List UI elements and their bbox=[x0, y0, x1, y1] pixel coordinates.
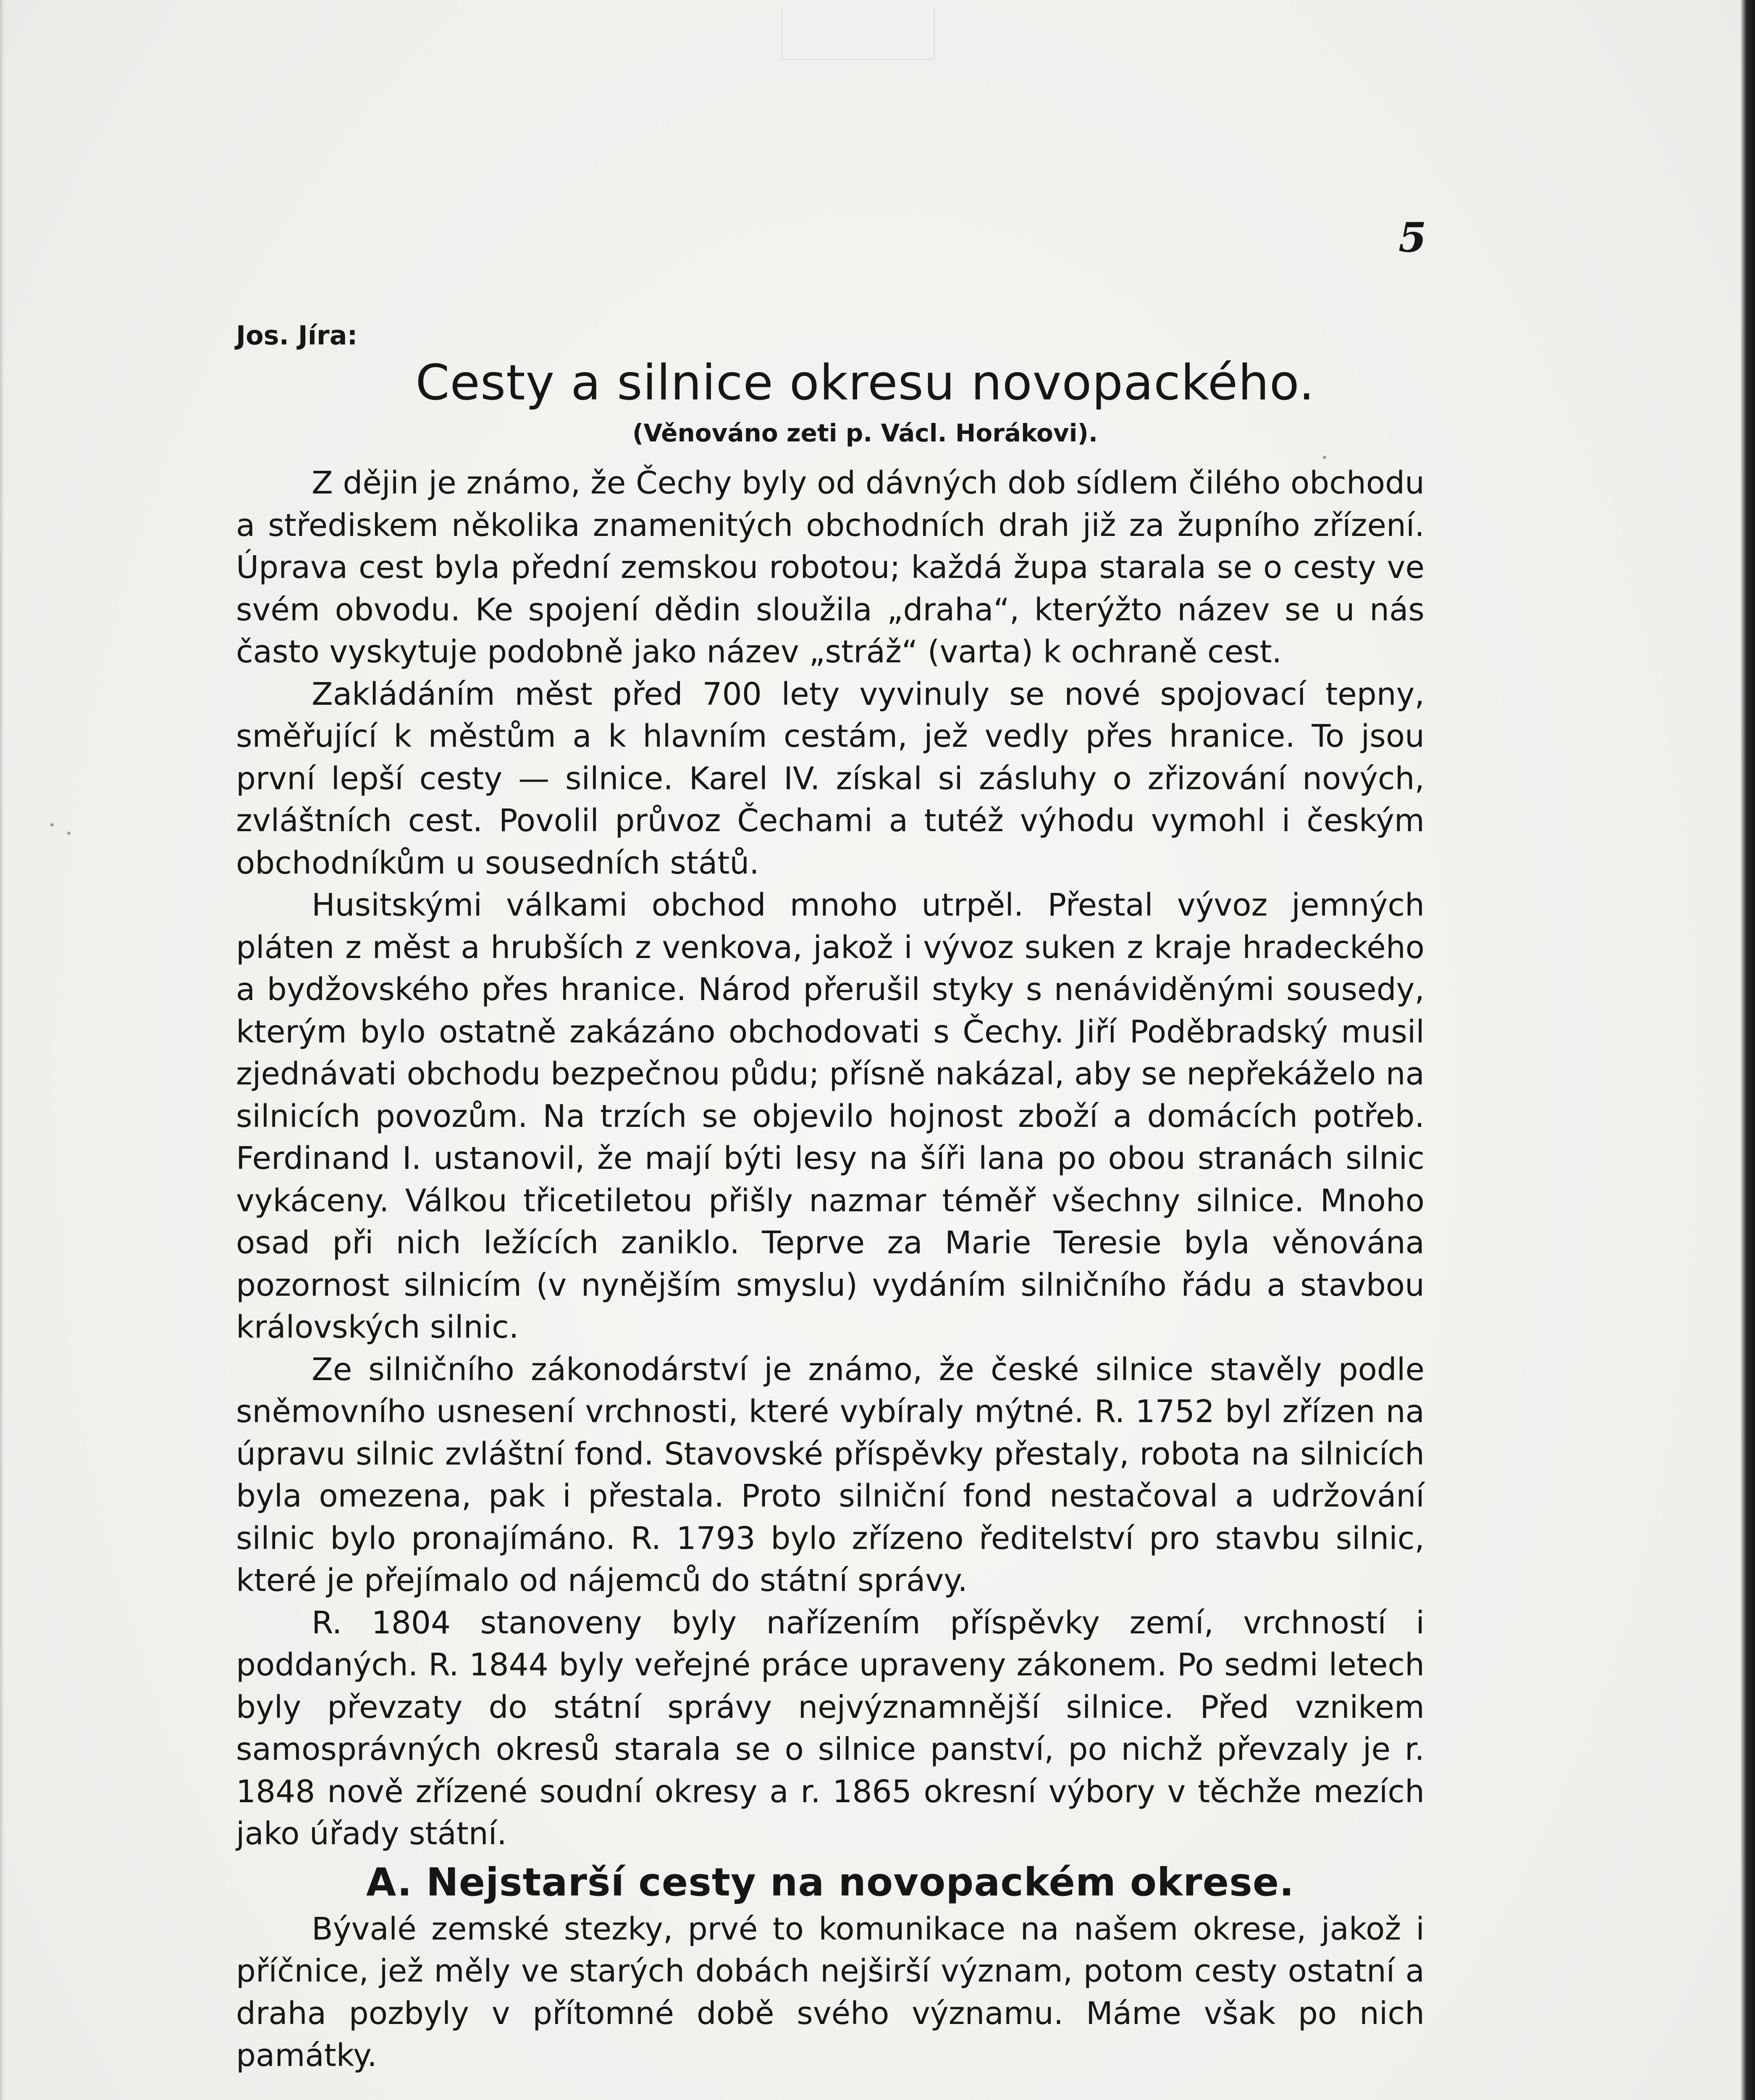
paragraph: Ze silničního zákonodárství je známo, že české silnice stavěly podle sněmovního usnesení vrchnosti, které vybíraly mýtné. R. 1752 byl zřízen na úpravu silnic zvláštní fond. Stavovské příspěvky přestaly, robota na silnicích byla omezena, pak i přestala. Proto silniční fond nestačoval a udržování silnic bylo pronajímáno. R. 1793 bylo zřízeno ředitelství pro stavbu silnic, které je přejímalo od nájemců do státní správy. bbox=[236, 1351, 1424, 1599]
paper-mark bbox=[781, 8, 935, 60]
section-heading: A. Nejstarší cesty na novopackém okrese. bbox=[366, 1859, 1295, 1905]
scan-right-border bbox=[1741, 0, 1755, 2100]
page-left-edge bbox=[0, 0, 4, 2100]
paper-speck bbox=[1323, 456, 1326, 459]
dedication: (Věnováno zeti p. Václ. Horákovi). bbox=[632, 419, 1098, 447]
article-body bbox=[236, 462, 1424, 2077]
paper-speck bbox=[50, 823, 54, 827]
paper-speck bbox=[67, 832, 71, 835]
paragraph: Z dějin je známo, že Čechy byly od dávných dob sídlem čilého obchodu a střediskem několika znamenitých obchodních drah již za župního zřízení. Úprava cest byla přední zemskou robotou; každá župa starala se o cesty ve svém obvodu. Ke spojení dědin sloužila „draha“, kterýžto název se u nás často vyskytuje podobně jako název „stráž“ (varta) k ochraně cest. bbox=[236, 465, 1424, 670]
author-name: Jos. Jíra: bbox=[236, 320, 358, 351]
paragraph: R. 1804 stanoveny byly nařízením příspěvky zemí, vrchností i poddaných. R. 1844 byly veřejné práce upraveny zákonem. Po sedmi letech byly převzaty do státní správy nejvýznamnější silnice. Před vznikem samosprávných okresů starala se o silnice panství, po nichž převzaly je r. 1848 nově zřízené soudní okresy a r. 1865 okresní výbory v těchže mezích jako úřady státní. bbox=[236, 1604, 1424, 1852]
paragraph: Zakládáním měst před 700 lety vyvinuly se nové spojovací tepny, směřující k městům a k hlavním cestám, jež vedly přes hranice. To jsou první lepší cesty — silnice. Karel IV. získal si zásluhy o zřizování nových, zvláštních cest. Povolil průvoz Čechami a tutéž výhodu vymohl i českým obchodníkům u sousedních států. bbox=[236, 676, 1424, 881]
page-number: 5 bbox=[1398, 214, 1427, 261]
article-title: Cesty a silnice okresu novopackého. bbox=[415, 354, 1315, 411]
paragraph: Husitskými válkami obchod mnoho utrpěl. Přestal vývoz jemných pláten z měst a hrubších z venkova, jakož i vývoz suken z kraje hradeckého a bydžovského přes hranice. Národ přerušil styky s nenáviděnými sousedy, kterým bylo ostatně zakázáno obchodovati s Čechy. Jiří Poděbradský musil zjednávati obchodu bezpečnou půdu; přísně nakázal, aby se nepřekáželo na silnicích povozům. Na trzích se objevilo hojnost zboží a domácích potřeb. Ferdinand I. ustanovil, že mají býti lesy na šíři lana po obou stranách silnic vykáceny. Válkou třicetiletou přišly nazmar téměř všechny silnice. Mnoho osad při nich ležících zaniklo. Teprve za Marie Teresie byla věnována pozornost silnicím (v nynějším smyslu) vydáním silničního řádu a stavbou královských silnic. bbox=[236, 887, 1424, 1345]
paragraph: Bývalé zemské stezky, prvé to komunikace na našem okrese, jakož i příčnice, jež měly ve starých dobách nejširší význam, potom cesty ostatní a draha pozbyly v přítomné době svého významu. Máme však po nich památky. bbox=[236, 1911, 1424, 2074]
